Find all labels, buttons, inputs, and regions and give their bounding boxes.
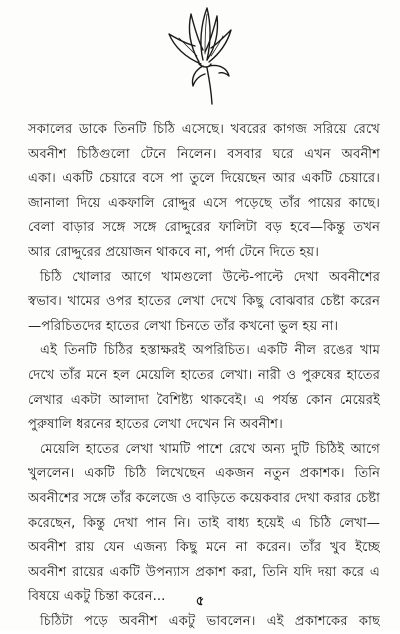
text-line: অবনীশ রায় যেন এজন্য কিছু মনে না করেন। তাঁর খুব ইচ্ছে xyxy=(28,540,380,556)
text-line: অবনীশের সঙ্গে তাঁর কলেজে ও বাড়িতে কয়েকবার দেখা করার চেষ্টা xyxy=(28,490,380,506)
text-line: —পরিচিতদের হাতের লেখা চিনতে তাঁর কখনো ভুল হয় না। xyxy=(28,318,339,334)
text-line: করেছেন, কিন্তু দেখা পান নি। তাই বাধ্য হয়েই এ চিঠি লেখা— xyxy=(28,515,380,531)
text-line: চিঠিটা পড়ে অবনীশ একটু ভাবলেন। এই প্রকাশকের কাছ xyxy=(40,613,380,629)
body-text xyxy=(28,118,380,634)
flower-bud-ornament-icon xyxy=(165,4,235,106)
text-line: লেখার একটা আলাদা বৈশিষ্ট্য থাকবেই। এ পর্যন্ত কোন মেয়েরই xyxy=(28,392,380,408)
paragraph-5 xyxy=(28,610,380,634)
text-line: এই তিনটি চিঠির হস্তাক্ষরই অপরিচিত। একটি নীল রঙের খাম xyxy=(40,343,380,359)
text-line: একা। একটি চেয়ারে বসে পা তুলে দিয়েছেন আর একটি চেয়ারে। xyxy=(28,171,380,187)
text-line: পুরুষালি ধরনের হাতের লেখা দেখেন নি অবনীশ। xyxy=(28,417,283,433)
text-line: খুললেন। একটি চিঠি লিখেছেন একজন নতুন প্রকাশক। তিনি xyxy=(28,466,380,482)
paragraph-4 xyxy=(28,438,380,610)
paragraph-1 xyxy=(28,118,380,266)
text-line: মেয়েলি হাতের লেখা খামটি পাশে রেখে অন্য দুটি চিঠিই আগে xyxy=(40,441,380,457)
page-number: ৫ xyxy=(195,594,205,609)
text-line: জানালা দিয়ে একফালি রোদ্দুর এসে পড়েছে তাঁর পায়ের কাছে। xyxy=(28,195,380,211)
text-line: সকালের ডাকে তিনটি চিঠি এসেছে। খবরের কাগজ সরিয়ে রেখে xyxy=(28,122,380,137)
text-line: বিষয়ে একটু চিন্তা করেন... xyxy=(28,589,166,605)
text-line: অবনীশ রায়ের একটি উপন্যাস প্রকাশ করা, তিনি যদি দয়া করে এ xyxy=(28,564,380,580)
text-line: স্বভাব। খামের ওপর হাতের লেখা দেখে কিছু বোঝবার চেষ্টা করেন xyxy=(28,294,380,310)
text-line: দেখে তাঁর মনে হল মেয়েলি হাতের লেখা। নারী ও পুরুষের হাতের xyxy=(28,367,380,383)
text-line: আর রোদ্দুরের প্রয়োজন থাকবে না, পর্দা টেনে দিতে হয়। xyxy=(28,244,320,260)
paragraph-3 xyxy=(28,339,380,437)
text-line: চিঠি খোলার আগে খামগুলো উল্টে-পাল্টে দেখা অবনীশের xyxy=(40,269,380,285)
text-line: বেলা বাড়ার সঙ্গে সঙ্গে রোদ্দুরের ফালিটা বড় হবে—কিন্তু তখন xyxy=(28,220,380,236)
paragraph-2 xyxy=(28,266,380,340)
text-line: অবনীশ চিঠিগুলো টেনে নিলেন। বসবার ঘরে এখন অবনীশ xyxy=(28,146,380,162)
